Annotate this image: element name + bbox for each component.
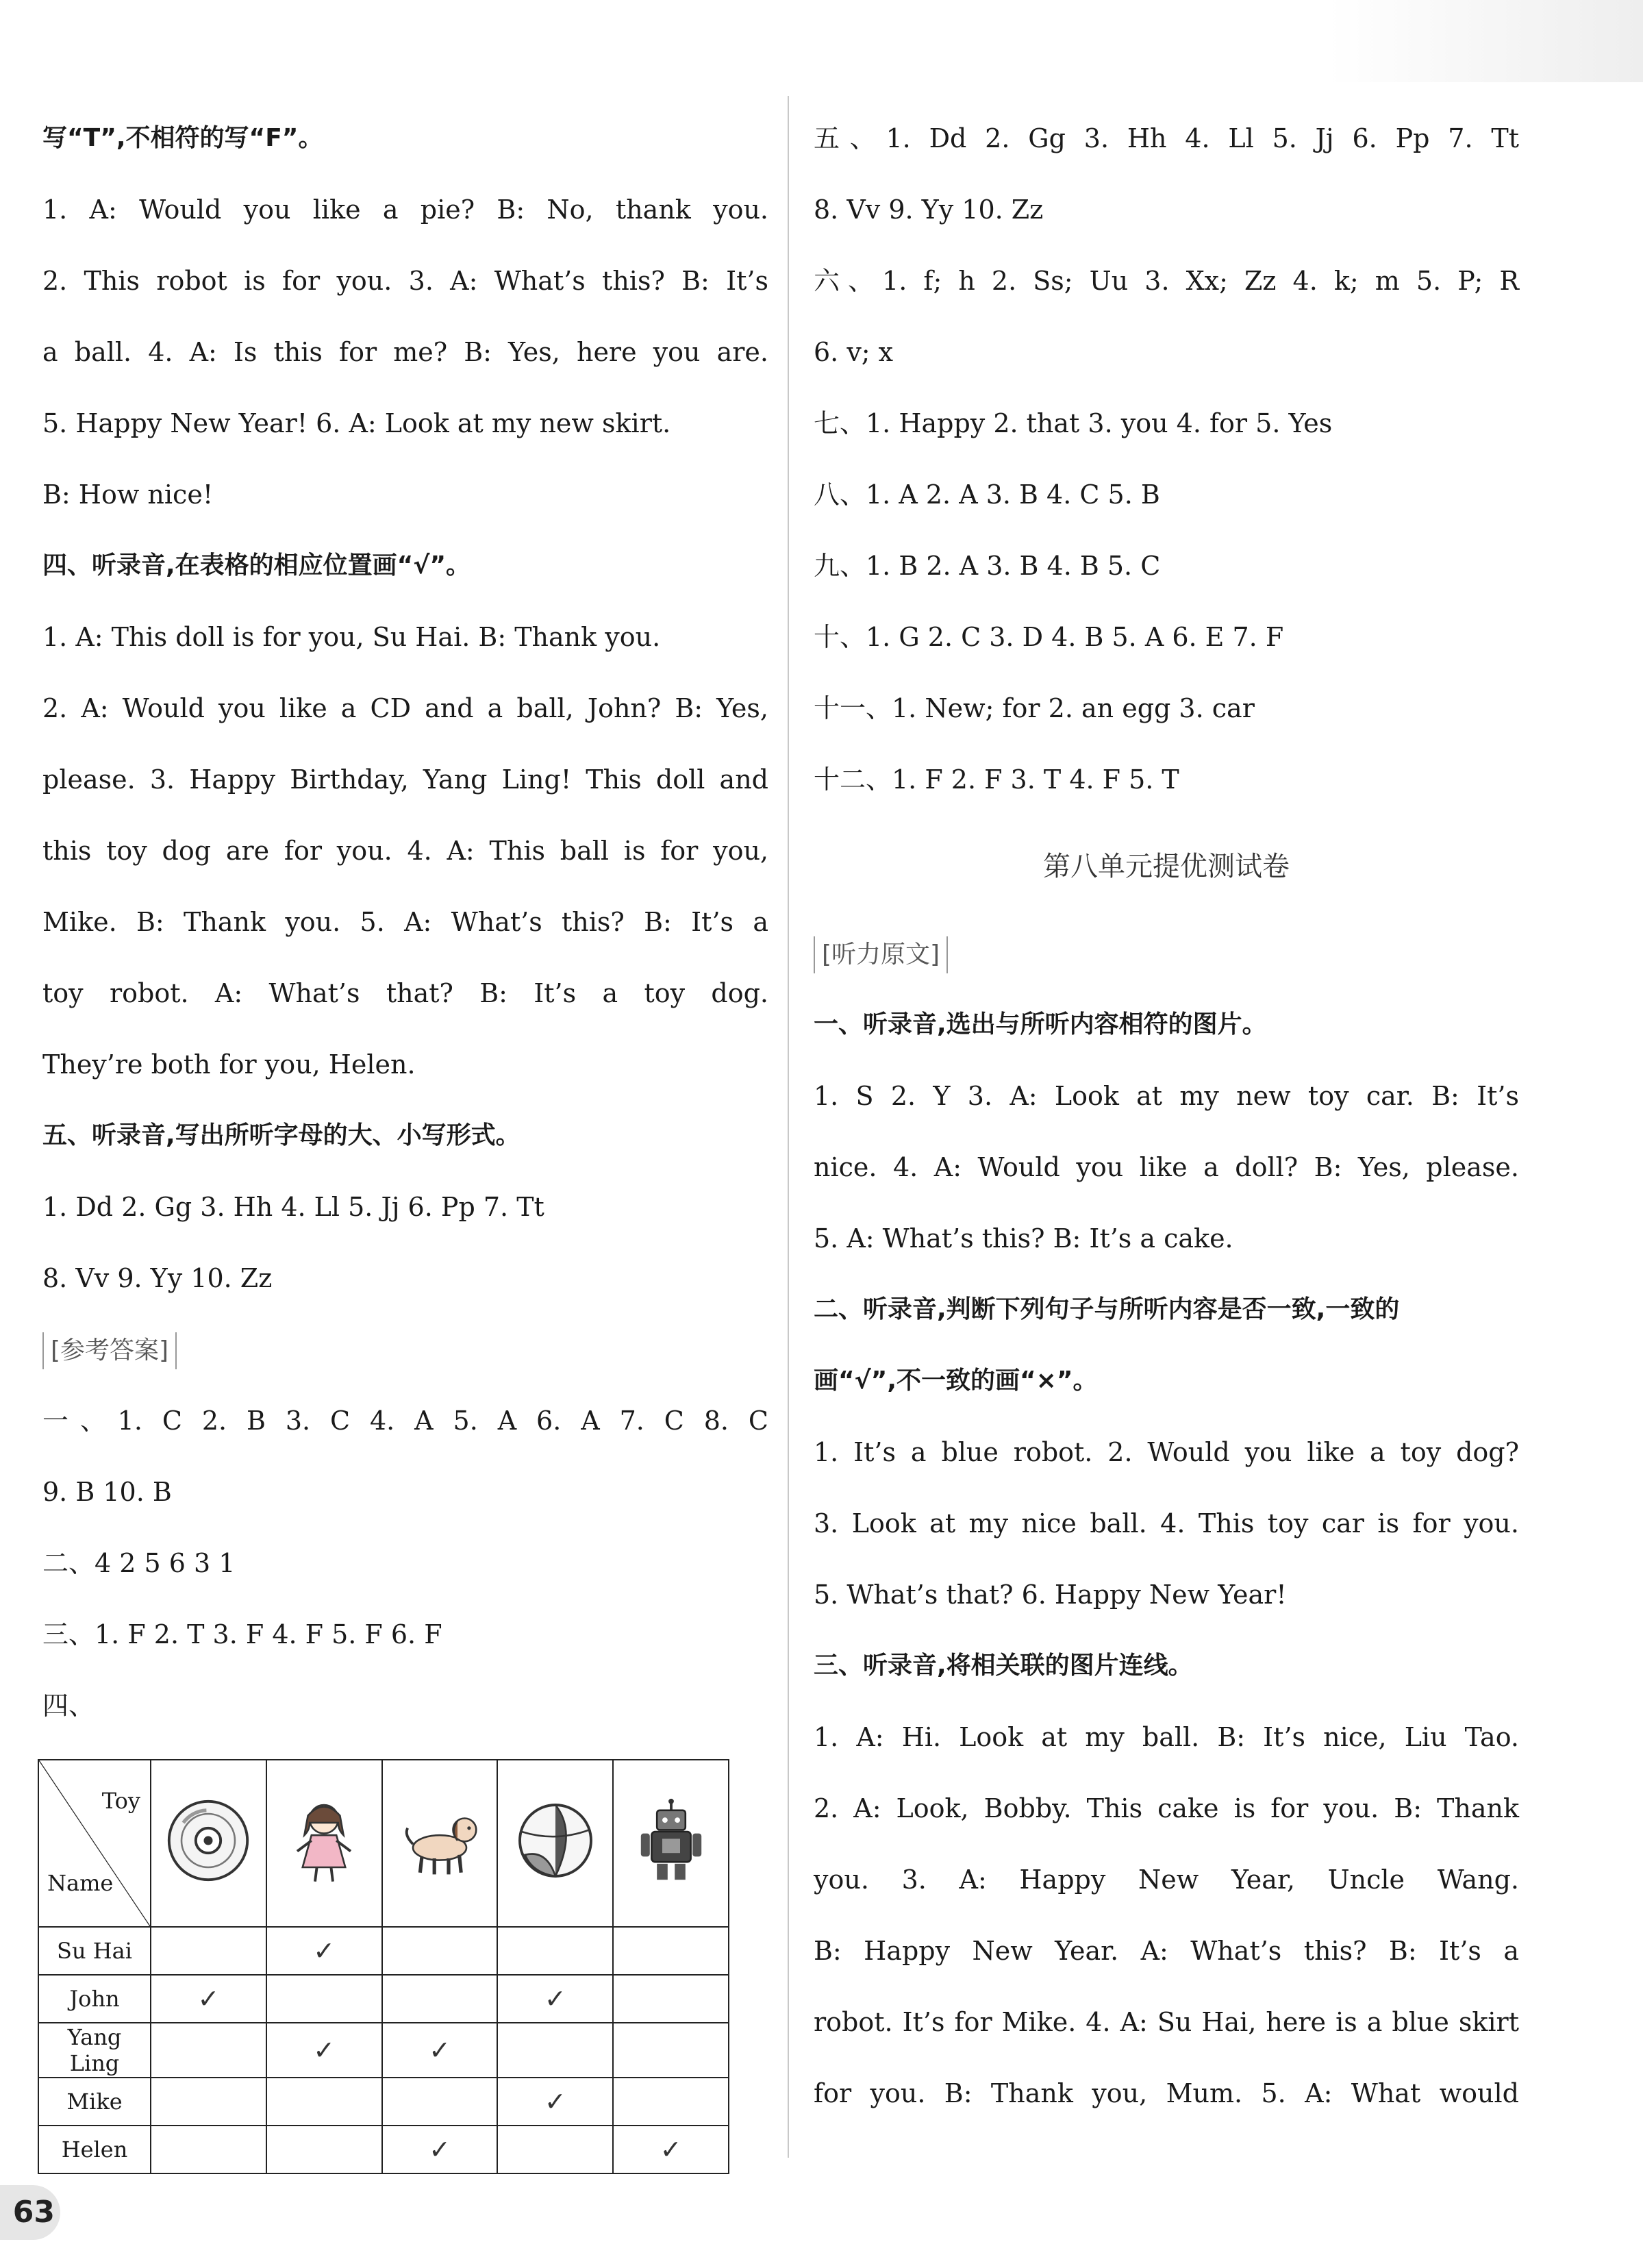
text-line: 3. Look at my nice ball. 4. This toy car is for you.	[814, 1508, 1519, 1538]
text-line: 8. Vv 9. Yy 10. Zz	[42, 1263, 273, 1293]
table-cell	[382, 1975, 498, 2023]
table-cell	[497, 2023, 613, 2078]
diagonal-line	[39, 1760, 150, 1926]
text-line: 8. Vv 9. Yy 10. Zz	[814, 195, 1044, 225]
text-line: 1. A: Hi. Look at my ball. B: It’s nice, Liu Tao.	[814, 1722, 1519, 1752]
bracket-label-text: [听力原文]	[814, 936, 948, 973]
text-line: B: Happy New Year. A: What’s this? B: It’s a	[814, 1936, 1519, 1966]
table-cell	[382, 2078, 498, 2126]
table-cell	[266, 2023, 382, 2078]
answer-table	[38, 1759, 729, 2174]
text-line: you. 3. A: Happy New Year, Uncle Wang.	[814, 1865, 1519, 1895]
text-line: 十一、1. New; for 2. an egg 3. car	[814, 693, 1255, 723]
text-line: please. 3. Happy Birthday, Yang Ling! This doll and	[42, 764, 768, 795]
checkmark: ✓	[197, 1984, 220, 2014]
text-line: 十二、1. F 2. F 3. T 4. F 5. T	[814, 764, 1179, 795]
question-heading: 二、听录音,判断下列句子与所听内容是否一致,一致的	[814, 1295, 1400, 1323]
text-line: 七、1. Happy 2. that 3. you 4. for 5. Yes	[814, 408, 1333, 438]
table-cell	[151, 2078, 266, 2126]
question-heading: 四、听录音,在表格的相应位置画“√”。	[42, 551, 471, 580]
table-cell	[382, 2023, 498, 2078]
listening-text-block	[814, 918, 1519, 2129]
checkmark: ✓	[429, 2035, 451, 2065]
table-cell	[613, 2126, 729, 2173]
robot-icon	[613, 1760, 729, 1927]
table-cell	[613, 1975, 729, 2023]
question-heading: 写“T”,不相符的写“F”。	[42, 124, 323, 152]
text-line: nice. 4. A: Would you like a doll? B: Yes, please.	[814, 1152, 1519, 1182]
text-line: 1. A: This doll is for you, Su Hai. B: Thank you.	[42, 622, 661, 652]
table-header-row	[38, 1760, 729, 1927]
table-cell	[613, 2078, 729, 2126]
text-line: 1. It’s a blue robot. 2. Would you like a toy dog?	[814, 1437, 1519, 1467]
table-cell	[266, 2126, 382, 2173]
table-cell	[382, 2126, 498, 2173]
ball-icon	[497, 1760, 613, 1927]
table-cell	[382, 1927, 498, 1975]
row-name: Helen	[38, 2126, 151, 2173]
text-line: 八、1. A 2. A 3. B 4. C 5. B	[814, 479, 1160, 510]
bracket-label-text: [参考答案]	[42, 1332, 177, 1369]
text-line: 2. A: Would you like a CD and a ball, John? B: Yes,	[42, 693, 768, 723]
toy-header-label: Toy	[101, 1788, 140, 1814]
checkmark: ✓	[429, 2134, 451, 2165]
table-cell	[613, 2023, 729, 2078]
table-row	[38, 2023, 729, 2078]
checkmark: ✓	[660, 2134, 682, 2165]
text-line: 六、1. f; h 2. Ss; Uu 3. Xx; Zz 4. k; m 5. P; R	[814, 266, 1519, 296]
row-name: Mike	[38, 2078, 151, 2126]
section-title: 第八单元提优测试卷	[1043, 851, 1290, 882]
bracket-label	[814, 918, 1519, 989]
question-heading: 一、听录音,选出与所听内容相符的图片。	[814, 1010, 1267, 1038]
text-line: 5. What’s that? 6. Happy New Year!	[814, 1580, 1287, 1610]
left-column	[42, 103, 768, 1741]
checkmark: ✓	[544, 1984, 566, 2014]
text-line: 2. A: Look, Bobby. This cake is for you. B: Thank	[814, 1793, 1519, 1823]
text-line: 1. Dd 2. Gg 3. Hh 4. Ll 5. Jj 6. Pp 7. Tt	[42, 1192, 544, 1222]
question-heading: 五、听录音,写出所听字母的大、小写形式。	[42, 1121, 521, 1149]
text-line: for you. B: Thank you, Mum. 5. A: What would	[814, 2078, 1519, 2108]
text-line: 5. Happy New Year! 6. A: Look at my new skirt.	[42, 408, 671, 438]
scan-shadow	[1328, 0, 1643, 82]
text-line: a ball. 4. A: Is this for me? B: Yes, here you are.	[42, 337, 768, 367]
question-heading: 画“√”,不一致的画“×”。	[814, 1367, 1098, 1395]
table-cell	[266, 1975, 382, 2023]
checkmark: ✓	[313, 2035, 336, 2065]
text-line: 一、1. C 2. B 3. C 4. A 5. A 6. A 7. C 8. C	[42, 1406, 768, 1436]
text-line: toy robot. A: What’s that? B: It’s a toy dog.	[42, 978, 768, 1008]
table-cell	[613, 1927, 729, 1975]
name-header-label: Name	[47, 1870, 114, 1896]
page-number: 63	[0, 2185, 60, 2240]
table-cell	[497, 1927, 613, 1975]
text-line: 1. S 2. Y 3. A: Look at my new toy car. B: It’s	[814, 1081, 1519, 1111]
toy-dog-icon	[382, 1760, 498, 1927]
table-cell	[151, 1927, 266, 1975]
text-line: They’re both for you, Helen.	[42, 1049, 416, 1080]
column-divider	[788, 96, 789, 2158]
text-line: 1. A: Would you like a pie? B: No, thank you.	[42, 195, 768, 225]
text-line: 6. v; x	[814, 337, 894, 367]
text-line: 5. A: What’s this? B: It’s a cake.	[814, 1223, 1233, 1254]
doll-icon	[266, 1760, 382, 1927]
cd-icon	[151, 1760, 266, 1927]
table-cell	[151, 2023, 266, 2078]
table-row	[38, 2126, 729, 2173]
text-line: 十、1. G 2. C 3. D 4. B 5. A 6. E 7. F	[814, 622, 1284, 652]
question-heading: 三、听录音,将相关联的图片连线。	[814, 1652, 1193, 1680]
text-line: robot. It’s for Mike. 4. A: Su Hai, here is a blue skirt	[814, 2007, 1519, 2037]
right-column	[814, 103, 1519, 2129]
text-line: 五、1. Dd 2. Gg 3. Hh 4. Ll 5. Jj 6. Pp 7. Tt	[814, 123, 1519, 153]
text-line: Mike. B: Thank you. 5. A: What’s this? B: It’s a	[42, 907, 768, 937]
table-cell	[266, 2078, 382, 2126]
text-line: 四、	[42, 1691, 95, 1721]
table-cell	[151, 2126, 266, 2173]
checkmark: ✓	[544, 2086, 566, 2117]
row-name: Yang Ling	[38, 2023, 151, 2078]
row-name: John	[38, 1975, 151, 2023]
table-cell	[266, 1927, 382, 1975]
table-row	[38, 2078, 729, 2126]
text-line: this toy dog are for you. 4. A: This ball is for you,	[42, 836, 768, 866]
table-body	[38, 1927, 729, 2173]
table-cell	[497, 1975, 613, 2023]
checkmark: ✓	[313, 1936, 336, 1966]
table-cell	[497, 2078, 613, 2126]
row-name: Su Hai	[38, 1927, 151, 1975]
answer-key-block	[814, 103, 1519, 815]
table-row	[38, 1975, 729, 2023]
bracket-label	[42, 1314, 768, 1385]
text-line: 9. B 10. B	[42, 1477, 172, 1507]
text-line: B: How nice!	[42, 479, 214, 510]
text-line: 二、4 2 5 6 3 1	[42, 1548, 236, 1578]
table-cell	[497, 2126, 613, 2173]
text-line: 三、1. F 2. T 3. F 4. F 5. F 6. F	[42, 1619, 442, 1649]
text-line: 2. This robot is for you. 3. A: What’s this? B: It’s	[42, 266, 768, 296]
table-cell	[151, 1975, 266, 2023]
table-diagonal-header	[38, 1760, 151, 1927]
table-row	[38, 1927, 729, 1975]
text-line: 九、1. B 2. A 3. B 4. B 5. C	[814, 551, 1161, 581]
